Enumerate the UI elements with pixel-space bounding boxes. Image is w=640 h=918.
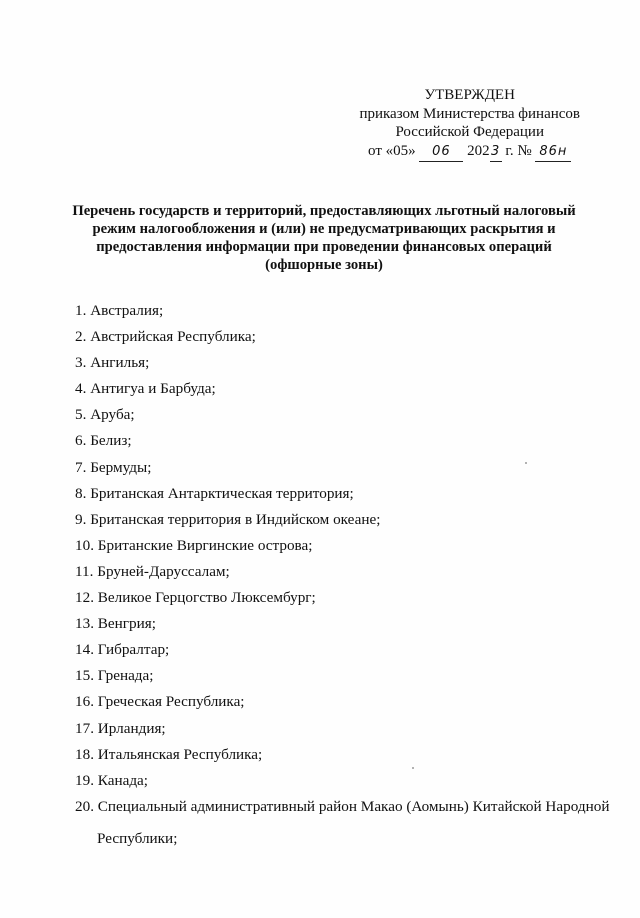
list-item	[75, 350, 620, 376]
item-text: Антигуа и Барбуда;	[90, 380, 216, 398]
item-text-line-1: Специальный административный район Макао (Аомынь) Китайской Народной	[97, 797, 610, 815]
item-number: 16.	[75, 693, 94, 711]
list-item	[75, 428, 620, 454]
item-number: 1.	[75, 302, 87, 319]
list-item	[75, 716, 620, 742]
item-number: 10.	[75, 536, 94, 554]
item-number: 14.	[75, 641, 94, 659]
date-day: 05	[393, 142, 409, 159]
date-year-field	[490, 142, 502, 163]
item-number: 11.	[75, 562, 94, 580]
item-number: 20.	[75, 797, 94, 815]
approval-date-line	[359, 142, 580, 163]
approval-order-line: приказом Министерства финансов	[359, 105, 580, 122]
item-text: Бруней-Даруссалам;	[97, 562, 230, 580]
item-number: 2.	[75, 328, 87, 346]
item-number: 3.	[75, 354, 87, 372]
list-item	[75, 559, 620, 585]
item-number: 13.	[75, 615, 94, 633]
list-item	[75, 611, 620, 637]
date-prefix: от «	[368, 142, 394, 159]
approval-heading: УТВЕРЖДЕН	[424, 87, 515, 103]
item-text: Ирландия;	[97, 719, 166, 737]
list-item	[75, 402, 620, 428]
item-number: 7.	[75, 458, 87, 476]
list-item	[75, 481, 620, 507]
list-item	[75, 324, 620, 350]
list-item	[75, 585, 620, 611]
list-item	[75, 768, 620, 794]
offshore-list	[75, 298, 620, 852]
list-item	[75, 455, 620, 481]
list-item	[75, 376, 620, 402]
list-item	[75, 742, 620, 768]
document-title	[58, 202, 590, 274]
list-item	[75, 637, 620, 663]
scan-speck	[412, 767, 414, 769]
title-line-1: Перечень государств и территорий, предоставляющих льготный налоговый	[72, 203, 576, 219]
item-text-line-2: Республики;	[97, 829, 178, 847]
order-number-field	[535, 142, 571, 163]
order-number: 86н	[539, 143, 568, 159]
list-item	[75, 507, 620, 533]
item-number: 8.	[75, 484, 87, 502]
item-text: Гренада;	[97, 667, 154, 685]
list-item	[75, 689, 620, 715]
date-month-field	[419, 142, 463, 163]
title-line-3: предоставления информации при проведении финансовых операций	[96, 239, 552, 255]
date-year-prefix: 202	[467, 142, 490, 159]
item-number: 9.	[75, 510, 87, 528]
approval-ministry-line: Российской Федерации	[395, 124, 544, 140]
item-text: Великое Герцогство Люксембург;	[97, 589, 316, 607]
date-quote: »	[408, 142, 416, 159]
item-text: Греческая Республика;	[97, 693, 245, 711]
item-number: 15.	[75, 667, 94, 685]
list-item	[75, 533, 620, 559]
scan-speck	[525, 462, 527, 464]
item-text: Ангилья;	[90, 354, 150, 372]
item-number: 5.	[75, 406, 87, 424]
item-number: 19.	[75, 771, 94, 789]
item-text: Британская Антарктическая территория;	[90, 484, 354, 502]
date-month: 06	[432, 143, 451, 159]
item-text: Британская территория в Индийском океане;	[90, 510, 381, 528]
item-text: Австралия;	[90, 302, 164, 319]
item-number: 6.	[75, 432, 87, 450]
order-number-prefix: г. №	[505, 142, 532, 159]
item-text: Белиз;	[90, 432, 132, 450]
list-item	[75, 794, 620, 852]
item-text: Гибралтар;	[97, 641, 170, 659]
item-number: 4.	[75, 380, 87, 398]
title-line-4: (офшорные зоны)	[265, 257, 383, 273]
item-text: Британские Виргинские острова;	[97, 536, 313, 554]
item-text: Аруба;	[90, 406, 135, 424]
approval-stamp	[359, 86, 580, 162]
title-line-2: режим налогообложения и (или) не предусматривающих раскрытия и	[92, 221, 556, 237]
item-text: Итальянская Республика;	[97, 745, 263, 763]
item-text: Венгрия;	[97, 615, 156, 633]
item-text: Канада;	[97, 771, 149, 789]
item-text: Австрийская Республика;	[90, 328, 256, 346]
list-item	[75, 298, 620, 324]
item-number: 17.	[75, 719, 94, 737]
list-item	[75, 663, 620, 689]
item-text: Бермуды;	[90, 458, 152, 476]
item-number: 12.	[75, 589, 94, 607]
item-number: 18.	[75, 745, 94, 763]
date-year-digit: 3	[490, 143, 501, 159]
